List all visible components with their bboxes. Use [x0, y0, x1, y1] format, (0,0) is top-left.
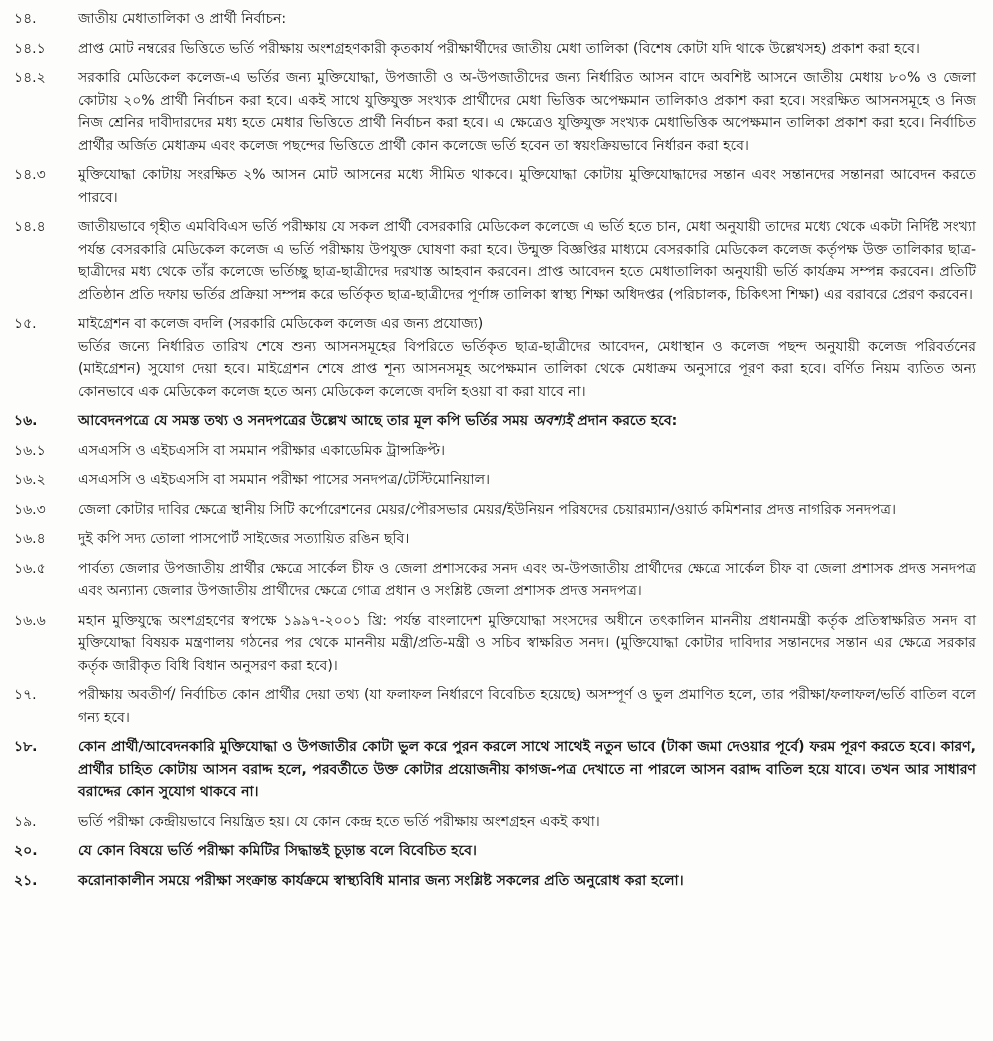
- item-text: মহান মুক্তিযুদ্ধে অংশগ্রহণের স্বপক্ষে ১৯৯৭-২০০১ খ্রি: পর্যন্ত বাংলাদেশ মুক্তিযোদ্ধা সংসদের অধীনে তৎকালিন মাননীয় প্রধানমন্ত্রী কর্তৃক প্রতিস্বাক্ষরিত সনদ বা মুক্তিযোদ্ধা বিষয়ক মন্ত্রণালয় গঠনের পর থেকে মাননীয় মন্ত্রী/প্রতি-মন্ত্রী ও সচিব স্বাক্ষরিত সনদ। (মুক্তিযোদ্ধা কোটার দাবিদার সন্তানদের সন্তান এর ক্ষেত্রে সরকার কর্তৃক জারীকৃত বিধি বিধান অনুসরণ করা হবে)।: [78, 612, 977, 674]
- item-text: এসএসসি ও এইচএসসি বা সমমান পরীক্ষা পাসের সনদপত্র/টেস্টিমোনিয়াল।: [78, 472, 491, 488]
- list-item: [0, 216, 993, 306]
- list-item: [0, 558, 993, 603]
- list-item: [0, 736, 993, 804]
- item-text: যে কোন বিষয়ে ভর্তি পরীক্ষা কমিটির সিদ্ধান্তই চূড়ান্ত বলে বিবেচিত হবে।: [78, 843, 477, 859]
- list-item: [0, 313, 993, 403]
- list-item: [0, 38, 993, 61]
- item-text: পার্বত্য জেলার উপজাতীয় প্রার্থীর ক্ষেত্রে সার্কেল চীফ ও জেলা প্রশাসকের সনদ এবং অ-উপজাতীয় প্রার্থীদের ক্ষেত্রে সার্কেল চীফ বা জেলা প্রশাসক প্রদত্ত সনদপত্র এবং অন্যান্য জেলার উপজাতীয় প্রার্থীদের ক্ষেত্রে গোত্র প্রধান ও সংশ্লিষ্ট জেলা প্রশাসক প্রদত্ত সনদপত্র।: [78, 560, 976, 599]
- item-text: মুক্তিযোদ্ধা কোটায় সংরক্ষিত ২% আসন মোট আসনের মধ্যে সীমিত থাকবে। মুক্তিযোদ্ধা কোটায় মুক্তিযোদ্ধাদের সন্তান এবং সন্তানদের সন্তানরা আবেদন করতে পারবে।: [78, 167, 976, 206]
- item-text: ভর্তির জন্যে নির্ধারিত তারিখ শেষে শুন্য আসনসমূহের বিপরিতে ভর্তিকৃত ছাত্র-ছাত্রীদের আবেদন, মেধাস্থান ও কলেজ পছন্দ অনুযায়ী কলেজ পরিবর্তনের (মাইগ্রেশন) সুযোগ দেয়া হবে। মাইগ্রেশন শেষে প্রাপ্ত শূন্য আসনসমূহ অপেক্ষমান তালিকা থেকে মেধাক্রম অনুসারে পূরণ করা হবে। বর্ণিত নিয়ম ব্যতিত অন্য কোনভাবে এক মেডিকেল কলেজ হতে অন্য মেডিকেল কলেজে বদলি হওয়া বা করা যাবে না।: [78, 338, 976, 400]
- item-number: ১৬.৪: [14, 531, 46, 547]
- item-number: ১৮.: [14, 739, 38, 755]
- list-item: [0, 840, 993, 863]
- list-item: [0, 610, 993, 678]
- item-text: এসএসসি ও এইচএসসি বা সমমান পরীক্ষার একাডেমিক ট্রান্সক্রিপ্ট।: [78, 442, 446, 459]
- list-item: [0, 67, 993, 157]
- item-text: দুই কপি সদ্য তোলা পাসপোর্ট সাইজের সত্যায়িত রঙিন ছবি।: [78, 531, 410, 547]
- item-number: ১৬.১: [14, 442, 46, 459]
- instruction-list: [0, 8, 993, 899]
- item-number: ১৬.২: [14, 472, 46, 488]
- item-text-block: [78, 313, 976, 403]
- list-item: [0, 164, 993, 209]
- item-number: ২০.: [14, 843, 38, 859]
- item-number: ১৬.৬: [14, 612, 46, 629]
- list-item: [0, 684, 993, 729]
- list-item: [0, 870, 993, 893]
- list-item: [0, 469, 993, 492]
- item-text: পরীক্ষায় অবতীর্ণ/ নির্বাচিত কোন প্রার্থীর দেয়া তথ্য (যা ফলাফল নির্ধারণে বিবেচিত হয়েছে) অসম্পূর্ণ ও ভুল প্রমাণিত হলে, তার পরীক্ষা/ফলাফল/ভর্তি বাতিল বলে গন্য হবে।: [78, 687, 976, 726]
- list-item: [0, 528, 993, 551]
- item-number: ১৫.: [14, 316, 37, 332]
- list-item: [0, 811, 993, 834]
- item-text: জেলা কোটার দাবির ক্ষেত্রে স্থানীয় সিটি কর্পোরেশনের মেয়র/পৌরসভার মেয়র/ইউনিয়ন পরিষদের চেয়ারম্যান/ওয়ার্ড কমিশনার প্রদত্ত নাগরিক সনদপত্র।: [78, 501, 896, 518]
- item-text: ভর্তি পরীক্ষা কেন্দ্রীয়ভাবে নিয়ন্ত্রিত হয়। যে কোন কেন্দ্র হতে ভর্তি পরীক্ষায় অংশগ্রহন একই কথা।: [78, 813, 600, 830]
- item-number: ১৪.১: [14, 40, 46, 57]
- list-item: [0, 410, 993, 433]
- item-text: প্রাপ্ত মোট নম্বরের ভিত্তিতে ভর্তি পরীক্ষায় অংশগ্রহণকারী কৃতকার্য পরীক্ষার্থীদের জাতীয় মেধা তালিকা (বিশেষ কোটা যদি থাকে উল্লেখসহ) প্রকাশ করা হবে।: [78, 40, 920, 57]
- list-item: [0, 499, 993, 522]
- item-number: ১৯.: [14, 813, 37, 830]
- item-text: আবেদনপত্রে যে সমস্ত তথ্য ও সনদপত্রের উল্লেখ আছে তার মূল কপি ভর্তির সময়: [78, 413, 533, 429]
- item-number: ১৪.৩: [14, 167, 46, 183]
- item-heading: মাইগ্রেশন বা কলেজ বদলি (সরকারি মেডিকেল কলেজ এর জন্য প্রযোজ্য): [78, 316, 484, 332]
- item-number: ১৬.৫: [14, 560, 46, 577]
- item-text: সরকারি মেডিকেল কলেজ-এ ভর্তির জন্য মুক্তিযোদ্ধা, উপজাতী ও অ-উপজাতীদের জন্য নির্ধারিত আসন বাদে অবশিষ্ট আসনে জাতীয় মেধায় ৮০% ও জেলা কোটায় ২০% প্রার্থী নির্বাচন করা হবে। একই সাথে যুক্তিযুক্ত সংখ্যক প্রার্থীদের মেধা ভিত্তিক অপেক্ষমান তালিকাও প্রকাশ করা হবে। সংরক্ষিত আসনসমূহে ও নিজ নিজ শ্রেনির দাবীদারদের মধ্য হতে মেধার ভিত্তিতে প্রার্থী নির্বাচন করা হবে। এ ক্ষেত্রেও যুক্তিযুক্ত সংখ্যক মেধাভিত্তিক অপেক্ষমান তালিকা প্রকাশ করা হবে। নির্বাচিত প্রার্থীর অর্জিত মেধাক্রম এবং কলেজ পছন্দের ভিত্তিতে প্রার্থী কোন কলেজে ভর্তি হবেন তা স্বয়ংক্রিয়ভাবে নির্ধারন করা হবে।: [78, 70, 976, 154]
- item-number: ২১.: [14, 872, 38, 889]
- item-number: ১৪.৪: [14, 219, 46, 235]
- item-text: জাতীয় মেধাতালিকা ও প্রার্থী নির্বাচন:: [78, 11, 287, 27]
- emphasis-text: অবশ্যই: [532, 413, 573, 429]
- item-number: ১৬.: [14, 413, 38, 429]
- item-text: জাতীয়ভাবে গৃহীত এমবিবিএস ভর্তি পরীক্ষায় যে সকল প্রার্থী বেসরকারি মেডিকেল কলেজে এ ভর্তি হতে চান, মেধা অনুযায়ী তাদের মধ্যে থেকে একটা নির্দিষ্ট সংখ্যা পর্যন্ত বেসরকারি মেডিকেল কলেজ এ ভর্তি পরীক্ষায় উপযুক্ত ঘোষণা করা হবে। উন্মুক্ত বিজ্ঞপ্তির মাধ্যমে বেসরকারি মেডিকেল কলেজ কর্তৃপক্ষ উক্ত তালিকার ছাত্র-ছাত্রীদের মধ্য থেকে তাঁর কলেজে ভর্তিচ্ছু ছাত্র-ছাত্রীদের দরখাস্ত আহবান করবেন। প্রাপ্ত আবেদন হতে মেধাতালিকা অনুযায়ী ভর্তি কার্যক্রম সম্পন্ন করবেন। প্রতিটি প্রতিষ্ঠান প্রতি দফায় ভর্তির প্রক্রিয়া সম্পন্ন করে ভর্তিকৃত ছাত্র-ছাত্রীদের পূর্ণাঙ্গ তালিকা স্বাস্থ্য শিক্ষা অধিদপ্তর (পরিচালক, চিকিৎসা শিক্ষা) এর বরাবরে প্রেরণ করবেন।: [78, 219, 976, 303]
- item-text: করোনাকালীন সময়ে পরীক্ষা সংক্রান্ত কার্যক্রমে স্বাস্থ্যবিধি মানার জন্য সংশ্লিষ্ট সকলের প্রতি অনুরোধ করা হলো।: [78, 872, 684, 889]
- item-text-end: প্রদান করতে হবে:: [572, 413, 678, 429]
- list-item: [0, 8, 993, 31]
- item-number: ১৭.: [14, 687, 37, 703]
- item-text: কোন প্রার্থী/আবেদনকারি মুক্তিযোদ্ধা ও উপজাতীর কোটা ভুল করে পুরন করলে সাথে সাথেই নতুন ভাবে (টাকা জমা দেওয়ার পূর্বে) ফরম পূরণ করতে হবে। কারণ, প্রার্থীর চাহিত কোটায় আসন বরাদ্দ হলে, পরবর্তীতে উক্ত কোটার প্রয়োজনীয় কাগজ-পত্র দেখাতে না পারলে আসন বরাদ্দ বাতিল হয়ে যাবে। তখন আর সাধারণ বরাদ্দের কোন সুযোগ থাকবে না।: [78, 739, 976, 800]
- item-number: ১৬.৩: [14, 501, 46, 518]
- list-item: [0, 440, 993, 463]
- item-text-block: [78, 410, 976, 433]
- item-number: ১৪.২: [14, 70, 46, 86]
- item-number: ১৪.: [14, 11, 37, 27]
